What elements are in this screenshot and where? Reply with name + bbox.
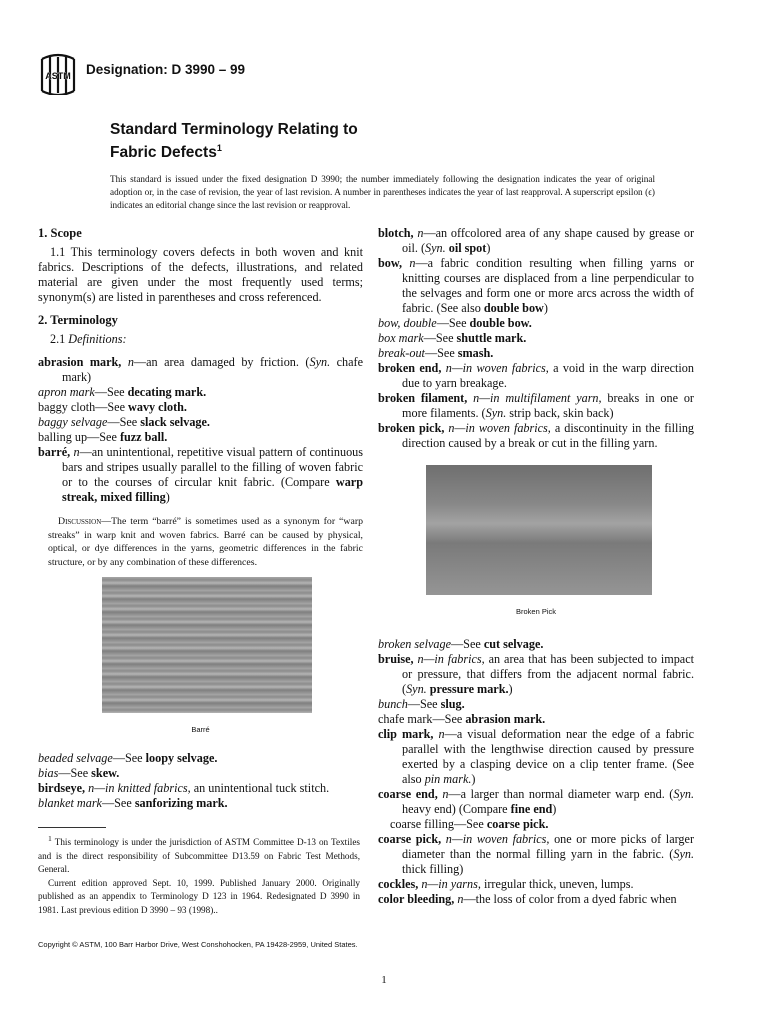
title-line-1: Standard Terminology Relating to — [110, 121, 358, 138]
footnote — [38, 832, 360, 917]
term-broken-filament: broken filament, n—in multifilament yarn, breaks in one or more filaments. (Syn. strip back, skin back) — [378, 391, 694, 420]
broken-pick-caption: Broken Pick — [515, 607, 557, 616]
term-coarse-filling: coarse filling—See coarse pick. — [390, 817, 549, 831]
term-box-mark: box mark—See shuttle mark. — [378, 331, 527, 345]
header — [38, 52, 245, 96]
term-color-bleeding: color bleeding, n—the loss of color from a dyed fabric when — [378, 892, 677, 906]
section-heading-terminology: 2. Terminology — [38, 313, 118, 327]
barre-caption: Barré — [191, 725, 210, 734]
footnote-divider — [38, 827, 106, 828]
copyright-notice: Copyright © ASTM, 100 Barr Harbor Drive, West Conshohocken, PA 19428-2959, United States. — [38, 940, 358, 949]
term-bias: bias—See skew. — [38, 766, 120, 780]
term-bow-double: bow, double—See double bow. — [378, 316, 532, 330]
term-broken-selvage: broken selvage—See cut selvage. — [378, 637, 544, 651]
term-baggy-cloth: baggy cloth—See wavy cloth. — [38, 400, 187, 414]
svg-text:ASTM: ASTM — [45, 71, 71, 81]
document-title — [110, 120, 358, 162]
page-number: 1 — [381, 974, 387, 986]
title-line-2: Fabric Defects$^1$ — [110, 143, 222, 162]
right-column — [378, 226, 694, 907]
term-beaded-selvage: beaded selvage—See loopy selvage. — [38, 751, 218, 765]
term-break-out: break-out—See smash. — [378, 346, 494, 360]
designation: Designation: D 3990 – 99 — [86, 61, 246, 77]
broken-pick-photo — [426, 465, 652, 595]
term-apron-mark: apron mark—See decating mark. — [38, 385, 207, 399]
barre-figure — [38, 577, 363, 737]
term-baggy-selvage: baggy selvage—See slack selvage. — [38, 415, 210, 429]
term-blotch: blotch, n—an offcolored area of any shape caused by grease or oil. (Syn. oil spot) — [378, 226, 695, 255]
barre-photo — [102, 577, 312, 713]
term-barre: barré, n—an unintentional, repetitive visual pattern of continuous bars and stripes usually parallel to the filling of woven fabric or to the courses of circular knit fabric. (Compare warp streak, mixed filling) — [38, 445, 364, 504]
astm-logo-icon — [38, 53, 78, 95]
term-bow: bow, n—a fabric condition resulting when filling yarns or knitting courses are displaced from a line perpendicular to the selvages and form one or more arcs across the width of fabric. (See also double bow) — [378, 256, 694, 315]
term-cockles: cockles, n—in yarns, irregular thick, uneven, lumps. — [378, 877, 634, 891]
term-balling-up: balling up—See fuzz ball. — [38, 430, 168, 444]
barre-discussion: Discussion—The term “barré” is sometimes used as a synonym for “warp streaks” in warp knit and woven fabrics. Barré can be caused by physical, optical, or dye differences in the yarns, geometric differences in the fabric structure, or by any combination of these differences. — [48, 516, 363, 568]
term-coarse-pick: coarse pick, n—in woven fabrics, one or more picks of larger diameter than the normal filling yarn in the fabric. (Syn. thick filling) — [378, 832, 694, 876]
term-clip-mark: clip mark, n—a visual deformation near the edge of a fabric parallel with the lengthwise direction caused by pressure exerted by a clasping device on a clip tenter frame. (See also pin mark.) — [378, 727, 695, 786]
term-coarse-end: coarse end, n—a larger than normal diameter warp end. (Syn. heavy end) (Compare fine end) — [378, 787, 695, 816]
section-heading-scope: 1. Scope — [38, 226, 82, 240]
term-bruise: bruise, n—in fabrics, an area that has been subjected to impact or pressure, that differs from the adjacent normal fabric. (Syn. pressure mark.) — [378, 652, 695, 696]
title-footnote-ref[interactable]: 1 — [216, 143, 222, 153]
term-blanket-mark: blanket mark—See sanforizing mark. — [38, 796, 228, 810]
left-column — [38, 226, 363, 811]
footnote-paragraph-1: $^1$ This terminology is under the jurisdiction of ASTM Committee D-13 on Textiles and is the direct responsibility of Subcommittee D13.59 on Fabric Test Methods, General. — [38, 834, 360, 875]
definitions-subheading: 2.1 Definitions: — [50, 332, 127, 346]
scope-paragraph: 1.1 This terminology covers defects in both woven and knit fabrics. Descriptions of the defects, illustrations, and related material are given under the most frequently used terms; synonym(s) are listed in parentheses and cross referenced. — [38, 245, 363, 304]
footnote-paragraph-2: Current edition approved Sept. 10, 1999. Published January 2000. Originally published as an appendix to Terminology D 123 in 1964. Redesignated D 3990 in 1981. Last previous edition D 3990 – 93 (1998).. — [38, 877, 360, 915]
issuance-notice: This standard is issued under the fixed designation D 3990; the number immediately following the designation indicates the year of original adoption or, in the case of revision, the year of last revision. A number in parentheses indicates the year of last reapproval. A superscript epsilon (ϵ) indicates an editorial change since the last revision or reapproval. — [110, 174, 655, 210]
broken-pick-figure — [378, 465, 694, 619]
term-chafe-mark: chafe mark—See abrasion mark. — [378, 712, 546, 726]
term-bunch: bunch—See slug. — [378, 697, 465, 711]
term-broken-pick: broken pick, n—in woven fabrics, a discontinuity in the filling direction caused by a break or cut in the filling yarn. — [378, 421, 695, 450]
term-broken-end: broken end, n—in woven fabrics, a void in the warp direction due to yarn breakage. — [378, 361, 694, 390]
term-abrasion-mark: abrasion mark, n—an area damaged by friction. (Syn. chafe mark) — [38, 355, 363, 384]
term-birdseye: birdseye, n—in knitted fabrics, an unintentional tuck stitch. — [38, 781, 330, 795]
